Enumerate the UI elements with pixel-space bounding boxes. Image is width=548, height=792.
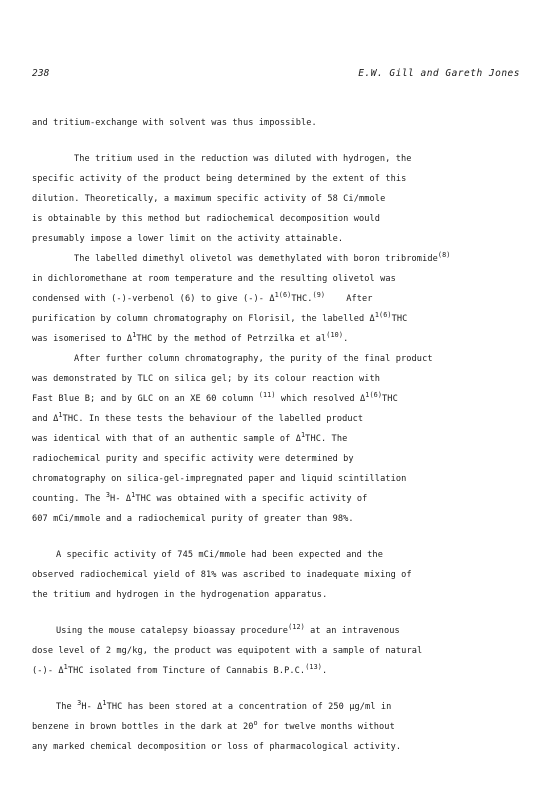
text-line: the tritium and hydrogen in the hydrogenation apparatus. (32, 590, 328, 600)
text-line: and $\Delta^1THC$. In these tests the behaviour of the labelled product (32, 411, 364, 424)
text-line: Using the mouse catalepsy bioassay procedure$^{(12)}$ at an intravenous (56, 623, 400, 636)
text-line: was isomerised to $\Delta^1THC$ by the method of Petrzilka et $al^{(10)}$. (32, 331, 349, 344)
text-line: was identical with that of an authentic sample of $\Delta^1THC$. The (32, 431, 348, 444)
text-line: any marked chemical decomposition or loss of pharmacological activity. (32, 742, 402, 752)
text-line: dilution. Theoretically, a maximum specific activity of 58 Ci/mmole (32, 194, 386, 204)
text-line: was demonstrated by TLC on silica gel; by its colour reaction with (32, 374, 381, 384)
text-line: dose level of 2 mg/kg, the product was equipotent with a sample of natural (32, 646, 423, 656)
text-line: After further column chromatography, the purity of the final product (74, 354, 433, 364)
text-line: radiochemical purity and specific activity were determined by (32, 454, 354, 464)
reference-marker: (8) (437, 251, 451, 259)
text-line: presumably impose a lower limit on the activity attainable. (32, 234, 344, 244)
text-line: chromatography on silica-gel-impregnated paper and liquid scintillation (32, 474, 407, 484)
page-header (32, 68, 520, 82)
reference-marker: (12) (288, 623, 305, 631)
paragraph-gap (32, 605, 518, 621)
text-line: condensed with (-)-verbenol (6) to give (-)- $\Delta^{1(6)}THC.^{(9)}$ After (32, 291, 373, 304)
text-line: observed radiochemical yield of 81% was ascribed to inadequate mixing of (32, 570, 412, 580)
text-line: The labelled dimethyl olivetol was demethylated with boron tribromide$^{(8)}$ (74, 251, 451, 264)
text-line: benzene in brown bottles in the dark at 20$^o$ for twelve months without (32, 719, 395, 732)
paragraph-gap (32, 681, 518, 697)
page-number: 238 (32, 68, 50, 79)
text-line: 607 mCi/mmole and a radiochemical purity of greater than 98%. (32, 514, 354, 524)
reference-marker: (13) (305, 663, 322, 671)
paragraph-gap (32, 529, 518, 545)
text-line: purification by column chromatography on Florisil, the labelled $\Delta^{1(6)}THC$ (32, 311, 408, 324)
text-line: Fast Blue B; and by GLC on an XE 60 column $^{(11)}$ which resolved $\Delta^{1(6)}THC$ (32, 391, 398, 404)
text-line: The $^3$H- $\Delta^1THC$ has been stored at a concentration of 250 μg/ml in (56, 699, 392, 712)
text-line: The tritium used in the reduction was diluted with hydrogen, the (74, 154, 412, 164)
text-line: (-)- $\Delta^1THC$ isolated from Tincture of Cannabis B.P.C.$^{(13)}$. (32, 663, 328, 676)
text-line: and tritium-exchange with solvent was thus impossible. (32, 118, 317, 128)
body-text (32, 113, 518, 757)
text-line: counting. The $^3$H- $\Delta^1THC$ was obtained with a specific activity of (32, 491, 368, 504)
reference-marker: (9) (312, 291, 326, 299)
text-line: specific activity of the product being determined by the extent of this (32, 174, 407, 184)
paragraph-gap (32, 133, 518, 149)
reference-marker: (10) (326, 331, 344, 339)
text-line: in dichloromethane at room temperature and the resulting olivetol was (32, 274, 396, 284)
reference-marker: (11) (258, 391, 276, 399)
text-line: is obtainable by this method but radiochemical decomposition would (32, 214, 381, 224)
running-head: E.W. Gill and Gareth Jones (358, 68, 520, 79)
text-line: A specific activity of 745 mCi/mmole had been expected and the (56, 550, 383, 560)
